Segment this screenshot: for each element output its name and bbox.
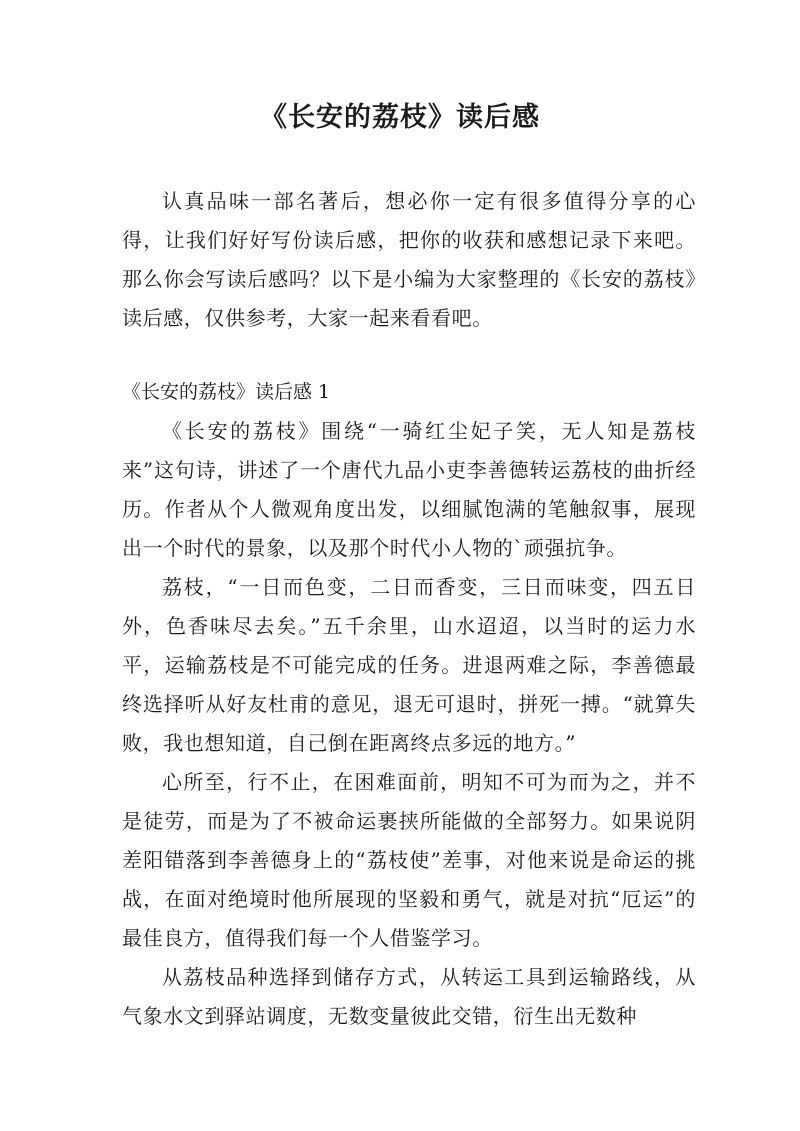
- section-heading: 《长安的荔枝》读后感 1: [122, 381, 331, 403]
- document-title: 《长安的荔枝》读后感: [260, 102, 540, 133]
- essay-paragraph-2: 荔枝，“一日而色变，二日而香变，三日而味变，四五日外，色香味尽去矣。”五千余里，山水迢迢，以当时的运力水平，运输荔枝是不可能完成的任务。进退两难之际，李善德最终选择听从好友杜甫的意见，退无可退时，拼死一搏。“就算失败，我也想知道，自己倒在距离终点多远的地方。”: [122, 575, 696, 755]
- intro-paragraph: 认真品味一部名著后，想必你一定有很多值得分享的心得，让我们好好写份读后感，把你的收获和感想记录下来吧。那么你会写读后感吗？以下是小编为大家整理的《长安的荔枝》读后感，仅供参考，大家一起来看看吧。: [122, 189, 696, 330]
- essay-paragraph-4: 从荔枝品种选择到储存方式，从转运工具到运输路线，从气象水文到驿站调度，无数变量彼此交错，衍生出无数种: [122, 965, 696, 1028]
- intro-paragraph-block: [122, 182, 696, 338]
- essay-body: [122, 412, 696, 1036]
- essay-paragraph-1: 《长安的荔枝》围绕“一骑红尘妃子笑，无人知是荔枝来”这句诗，讲述了一个唐代九品小吏李善德转运荔枝的曲折经历。作者从个人微观角度出发，以细腻饱满的笔触叙事，展现出一个时代的景象，以及那个时代小人物的`顽强抗争。: [122, 419, 696, 560]
- essay-paragraph-3: 心所至，行不止，在困难面前，明知不可为而为之，并不是徒劳，而是为了不被命运裹挟所能做的全部努力。如果说阴差阳错落到李善德身上的“荔枝使”差事，对他来说是命运的挑战，在面对绝境时他所展现的坚毅和勇气，就是对抗“厄运”的最佳良方，值得我们每一个人借鉴学习。: [122, 770, 696, 950]
